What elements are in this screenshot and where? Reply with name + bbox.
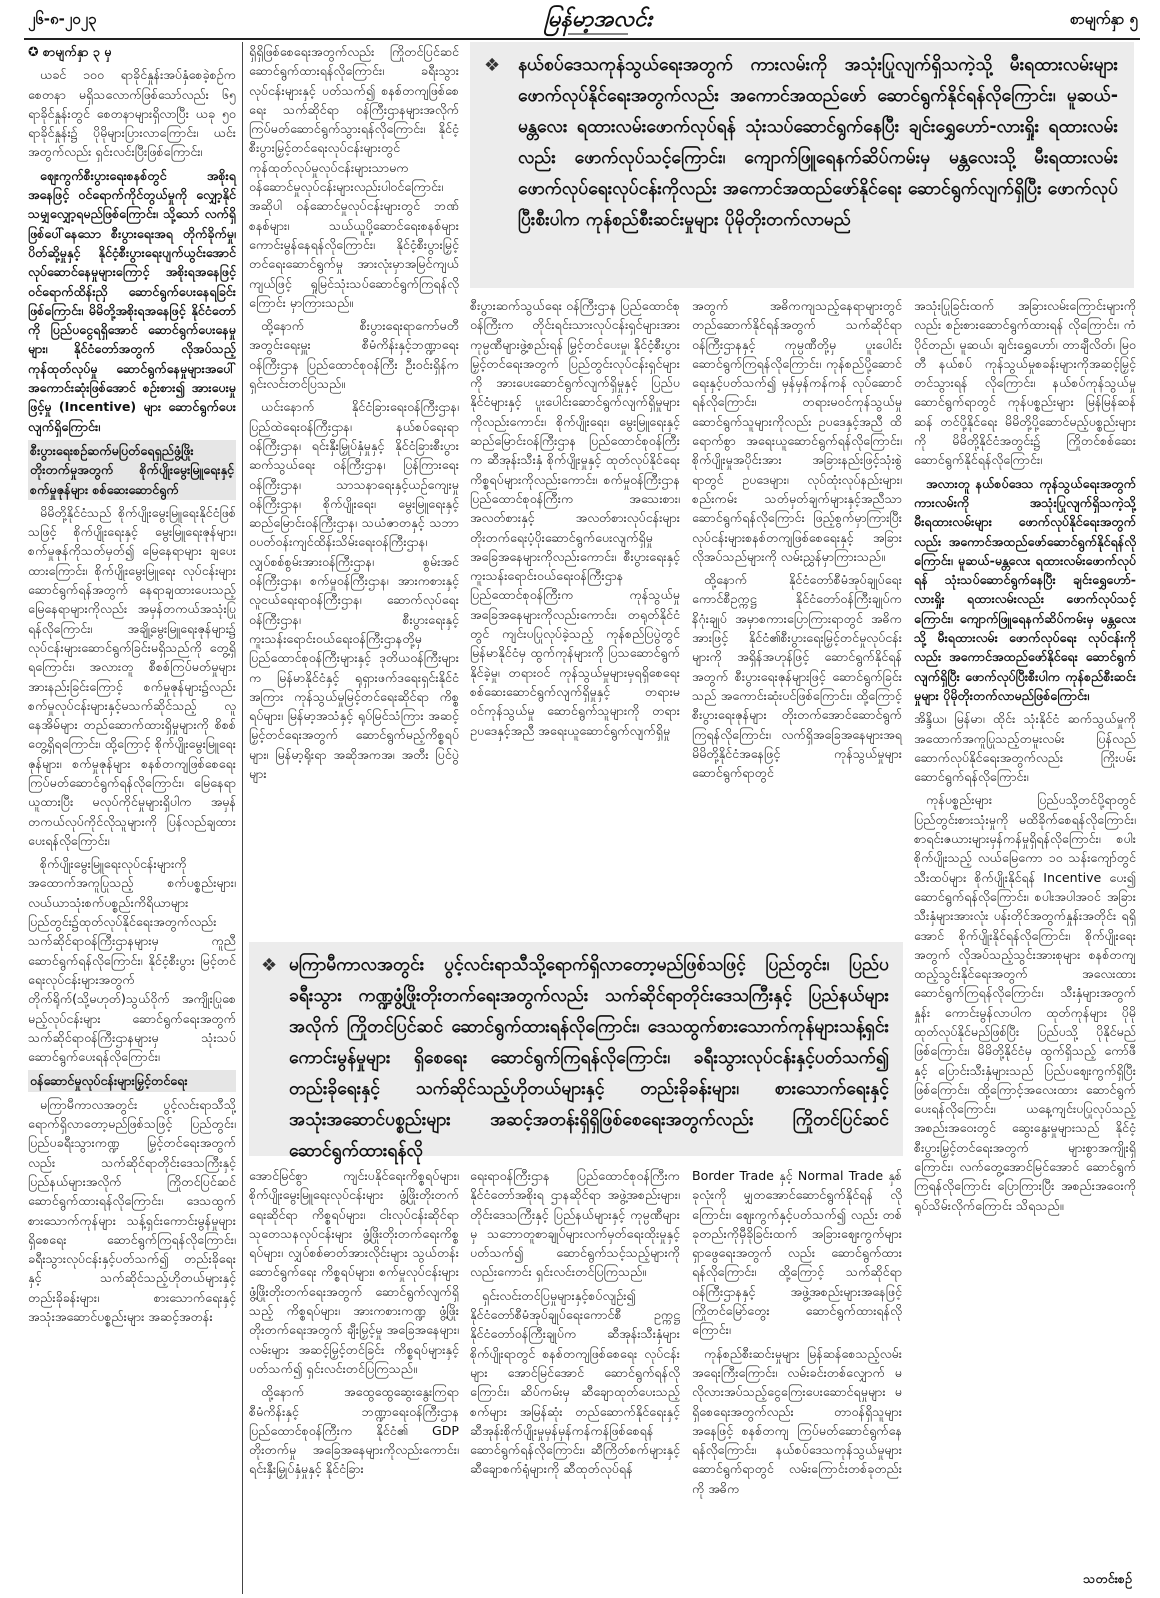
col2b-paragraph-1: အောင်မြင်စွာ ကျင်းပနိုင်ရေးကိစ္စရပ်များ၊ စိုက်ပျိုးမွေးမြူရေးလုပ်ငန်းများ ဖွံ့ဖြိုးတိုးတက်ရေးဆိုင်ရာ ကိစ္စရပ်များ၊ ငါးလုပ်ငန်းဆိုင်ရာ သုတေသနလုပ်ငန်းများ ဖွံ့ဖြိုးတိုးတက်ရေးကိစ္စရပ်များ၊ လျှပ်စစ်ဓာတ်အားလိုင်းများ သွယ်တန်းဆောင်ရွက်ရေး ကိစ္စရပ်များ၊ စက်မှုလုပ်ငန်းများ ဖွံ့ဖြိုးတိုးတက်ရေးအတွက် ဆောင်ရွက်လျက်ရှိသည့် ကိစ္စရပ်များ၊ အားကစားကဏ္ဍ ဖွံ့ဖြိုးတိုးတက်ရေးအတွက် ချီးမြှင့်မှု အခြေအနေများ၊ လမ်းများ အဆင့်မြှင့်တင်ခြင်း ကိစ္စရပ်များနှင့် ပတ်သက်၍ ရှင်းလင်းတင်ပြကြသည်။: [249, 1168, 459, 1376]
col4-paragraph-2: ထို့နောက် နိုင်ငံတော်စီမံအုပ်ချုပ်ရေးကောင်စီဥက္ကဋ္ဌ နိုင်ငံတော်ဝန်ကြီးချုပ်က နိဂုံးချုပ် အမှာစကားပြောကြားရာတွင် အဓိကအားဖြင့် နိုင်ငံ၏စီးပွားရေးမြှင့်တင်မှုလုပ်ငန်းများကို အရှိန်အဟုန်ဖြင့် ဆောင်ရွက်နိုင်ရန်အတွက် စီးပွားရေးဇုန်များဖြင့် ဆောင်ရွက်ခြင်းသည် အကောင်းဆုံးပင်ဖြစ်ကြောင်း၊ ထို့ကြောင့် စီးပွားရေးဇုန်များ တိုးတက်အောင်ဆောင်ရွက်ကြရန်လိုကြောင်း၊ လက်ရှိအခြေအနေများအရ မိမိတို့နိုင်ငံအနေဖြင့် ကုန်သွယ်မှုများ ဆောင်ရွက်ရာတွင်: [692, 572, 902, 781]
col5-paragraph-1b: အလားတူ နယ်စပ်ဒေသ ကုန်သွယ်ရေးအတွက် ကားလမ်းကို အသုံးပြုလျက်ရှိသကဲ့သို့ မီးရထားလမ်းများ ဖောက်လုပ်နိုင်ရေးအတွက်လည်း အကောင်အထည်ဖော်ဆောင်ရွက်နိုင်ရန်လိုကြောင်း၊ မူဆယ်-မန္တလေး ရထားလမ်းဖောက်လုပ်ရန် သုံးသပ်ဆောင်ရွက်နေပြီး ချင်းရွှေဟော်-လားရှိုး ရထားလမ်းလည်း ဖောက်လုပ်သင့်ကြောင်း၊ ကျောက်ဖြူရေနက်ဆိပ်ကမ်းမှ မန္တလေးသို့ မီးရထားလမ်း ဖောက်လုပ်ရေး လုပ်ငန်းကိုလည်း အကောင်အထည်ဖော်နိုင်ရေး ဆောင်ရွက်လျက်ရှိပြီး ဖောက်လုပ်ပြီးစီးပါက ကုန်စည်စီးဆင်းမှုများ ပိုမိုတိုးတက်လာမည်ဖြစ်ကြောင်း၊: [914, 475, 1136, 703]
column-4-top: [692, 296, 902, 936]
col5-paragraph-1: အသုံးပြုခြင်းထက် အခြားလမ်းကြောင်းများကိုလည်း စဉ်းစားဆောင်ရွက်ထားရန် လိုကြောင်း၊ ကံပိုင်တည်၊ မူဆယ်၊ ချင်းရွှေဟော်၊ တာချီလိတ်၊ မြဝတီ နယ်စပ် ကုန်သွယ်မှုစခန်းများကိုအဆင့်မြှင့်တင်သွားရန် လိုကြောင်း၊ နယ်စပ်ကုန်သွယ်မှု ဆောင်ရွက်ရာတွင် ကုန်ပစ္စည်းများ မြန်မြန်ဆန်ဆန် တင်ပို့နိုင်ရေး မိမိတို့ပို့ဆောင်မည့်ပစ္စည်းများကို မိမိတို့နိုင်ငံအတွင်း၌ ကြိုတင်စစ်ဆေးဆောင်ရွက်နိုင်ရန်လိုကြောင်း၊: [914, 298, 1136, 468]
col1-paragraph-2: မိမိတို့နိုင်ငံသည် စိုက်ပျိုးမွေးမြူရေးနိုင်ငံဖြစ်သဖြင့် စိုက်ပျိုးရေးနှင့် မွေးမြူရေးဇုန်များ၊ စက်မှုဇုန်ကိုသတ်မှတ်၍ မြေနေရာများ ချပေးထားကြောင်း၊ စိုက်ပျိုးမွေးမြူရေး လုပ်ငန်းများ ဆောင်ရွက်ရန်အတွက် နေရာချထားပေးသည့် မြေနေရာများကိုလည်း အမှန်တကယ်အသုံးပြုရန်လိုကြောင်း၊ အချို့မွေးမြူရေးဇုန်များ၌ လုပ်ငန်းများဆောင်ရွက်ခြင်းမရှိသည်ကို တွေ့ရှိရကြောင်း၊ အလားတူ စီစစ်ကြပ်မတ်မှုများ အားနည်းခြင်းကြောင့် စက်မှုဇုန်များ၌လည်း စက်မှုလုပ်ငန်းများနှင့်မသက်ဆိုင်သည့် လူနေအိမ်များ တည်ဆောက်ထားရှိမှုများကို စိစစ်တွေ့ရှိရကြောင်း၊ ထို့ကြောင့် စိုက်ပျိုးမွေးမြူရေးဇုန်များ၊ စက်မှုဇုန်များ စနစ်တကျဖြစ်စေရေး ကြပ်မတ်ဆောင်ရွက်ရန်လိုကြောင်း၊ မြေနေရာယူထားပြီး မလုပ်ကိုင်မှုများရှိပါက အမှန်တကယ်လုပ်ကိုင်လိုသူများကို ပြန်လည်ချထားပေးရန်လိုကြောင်း၊: [28, 504, 236, 848]
column-divider: [242, 42, 243, 1594]
masthead-logo-text: မြန်မာ့အလင်း: [544, 6, 652, 32]
col1-paragraph-4: မကြာမီကာလအတွင်း ပွင့်လင်းရာသီသို့ ရောက်ရှိလာတော့မည်ဖြစ်သဖြင့် ပြည်တွင်း၊ ပြည်ပခရီးသွားကဏ္ဍ မြှင့်တင်ရေးအတွက်လည်း သက်ဆိုင်ရာတိုင်းဒေသကြီးနှင့် ပြည်နယ်များအလိုက် ကြိုတင်ပြင်ဆင်ဆောင်ရွက်ထားရန်လိုကြောင်း၊ ဒေသထွက် စားသောက်ကုန်များ သန့်ရှင်းကောင်းမွန်မှုများရှိစေရေး ဆောင်ရွက်ကြရန်လိုကြောင်း၊ ခရီးသွားလုပ်ငန်းနှင့်ပတ်သက်၍ တည်းခိုရေးနှင့် သက်ဆိုင်သည့်ဟိုတယ်များနှင့် တည်းခိုခန်းများ၊ စားသောက်ရေးနှင့် အသုံးအဆောင်ပစ္စည်းများ အဆင့်အတန်း: [28, 1096, 236, 1324]
column-2-bottom: [249, 1166, 459, 1594]
masthead-logo: [508, 4, 688, 38]
col1-paragraph-1b: ဈေးကွက်စီးပွားရေးစနစ်တွင် အစိုးရအနေဖြင့် ဝင်ရောက်ကိုင်တွယ်မှုကို လျှော့နိုင်သမျှလျှော့ရမည်ဖြစ်ကြောင်း၊ သို့သော် လက်ရှိဖြစ်ပေါ်နေသော စီးပွားရေးအရ တိုက်ခိုက်မှု၊ ပိတ်ဆို့မှုနှင့် နိုင်ငံ့စီးပွားရေးပျက်ယွင်းအောင် လုပ်ဆောင်နေမှုများကြောင့် အစိုးရအနေဖြင့် ဝင်ရောက်ထိန်းညှိ ဆောင်ရွက်ပေးနေရခြင်းဖြစ်ကြောင်း၊ မိမိတို့အစိုးရအနေဖြင့် နိုင်ငံတော်ကို ပြည်ပငွေရရှိအောင် ဆောင်ရွက်ပေးနေမှုများ၊ နိုင်ငံတော်အတွက် လိုအပ်သည့်ကုန်ထုတ်လုပ်မှု ဆောင်ရွက်နေမှုများအပေါ် အကောင်းဆုံးဖြစ်အောင် စဉ်းစား၍ အားပေးမှုဖြင့်မှု (Incentive) များ ဆောင်ရွက်ပေးလျက်ရှိကြောင်း၊: [28, 167, 236, 434]
subheading-agriculture: စီးပွားရေးစဉ်ဆက်မပြတ်ရေရှည်ဖွံ့ဖြိုးတိုးတက်မှုအတွက် စိုက်ပျိုးမွေးမြူရေးနှင့် စက်မှုဇုန်များ စစ်ဆေးဆောင်ရွက်: [28, 440, 236, 500]
highlight-tourism-text: မကြာမီကာလအတွင်း ပွင့်လင်းရာသီသို့ရောက်ရှိလာတော့မည်ဖြစ်သဖြင့် ပြည်တွင်း၊ ပြည်ပခရီးသွား ကဏ္ဍဖွံ့ဖြိုးတိုးတက်ရေးအတွက်လည်း သက်ဆိုင်ရာတိုင်းဒေသကြီးနှင့် ပြည်နယ်များအလိုက် ကြိုတင်ပြင်ဆင် ဆောင်ရွက်ထားရန်လိုကြောင်း၊ ဒေသထွက်စားသောက်ကုန်များသန့်ရှင်းကောင်းမွန်မှုများ ရှိစေရေး ဆောင်ရွက်ကြရန်လိုကြောင်း၊ ခရီးသွားလုပ်ငန်းနှင့်ပတ်သက်၍ တည်းခိုရေးနှင့် သက်ဆိုင်သည့်ဟိုတယ်များနှင့် တည်းခိုခန်းများ၊ စားသောက်ရေးနှင့် အသုံးအဆောင်ပစ္စည်းများ အဆင့်အတန်းရှိရှိဖြစ်စေရေးအတွက်လည်း ကြိုတင်ပြင်ဆင် ဆောင်ရွက်ထားရန်လို: [289, 955, 889, 1161]
column-1: [28, 42, 236, 1594]
col1-paragraph-3: စိုက်ပျိုးမွေးမြူရေးလုပ်ငန်းများကို အထောက်အကူပြုသည့် စက်ပစ္စည်းများ၊ လယ်ယာသုံးစက်ပစ္စည်းကိရိယာများ ပြည်တွင်း၌ထုတ်လုပ်နိုင်ရေးအတွက်လည်း သက်ဆိုင်ရာဝန်ကြီးဌာနများမှ ကူညီဆောင်ရွက်ရန်လိုကြောင်း၊ နိုင်ငံ့စီးပွား မြင့်တင်ရေးလုပ်ငန်းများအတွက် တိုက်ရိုက်(သို့မဟုတ်)သွယ်ဝိုက် အကျိုးပြုစေမည့်လုပ်ငန်းများ ဆောင်ရွက်ရေးအတွက် သက်ဆိုင်ရာဝန်ကြီးဌာနများမှ သုံးသပ်ဆောင်ရွက်ပေးရန်လိုကြောင်း၊: [28, 856, 236, 1065]
page-number: စာမျက်နှာ ၅: [1070, 10, 1138, 28]
col2-paragraph-1: ရှိရှိဖြစ်စေရေးအတွက်လည်း ကြိုတင်ပြင်ဆင် ဆောင်ရွက်ထားရန်လိုကြောင်း၊ ခရီးသွားလုပ်ငန်းများနှင့် ပတ်သက်၍ စနစ်တကျဖြစ်စေရေး သက်ဆိုင်ရာ ဝန်ကြီးဌာနများအလိုက် ကြပ်မတ်ဆောင်ရွက်သွားရန်လိုကြောင်း၊ နိုင်ငံ့စီးပွားမြှင့်တင်ရေးလုပ်ငန်းများတွင် ကုန်ထုတ်လုပ်မှုလုပ်ငန်းများသာမက ဝန်ဆောင်မှုလုပ်ငန်းများလည်းပါဝင်ကြောင်း၊ အဆိုပါ ဝန်ဆောင်မှုလုပ်ငန်းများတွင် ဘဏ်စနစ်များ၊ သယ်ယူပို့ဆောင်ရေးစနစ်များ ကောင်းမွန်နေရန်လိုကြောင်း၊ နိုင်ငံ့စီးပွားမြှင့်တင်ရေးဆောင်ရွက်မှု အားလုံးမှာအမြင်ကျယ်ကျယ်ဖြင့် ရှုမြင်သုံးသပ်ဆောင်ရွက်ကြရန်လိုကြောင်း မှာကြားသည်။: [249, 44, 459, 310]
issue-date: ၂၆-၈-၂၀၂၃: [28, 10, 97, 28]
column-2-top: [249, 42, 459, 781]
highlight-box-railways: [470, 42, 1134, 288]
header-rule: [24, 38, 1140, 40]
col4b-paragraph-2: ကုန်စည်စီးဆင်းမှုများ မြန်ဆန်စေသည့်လမ်း အရေးကြီးကြောင်း၊ လမ်းခင်းတစ်လျှောက် မလိုလားအပ်သည့်ငွေကြေးပေးဆောင်ရမှုများ မရှိစေရေးအတွက်လည်း တာဝန်ရှိသူများအနေဖြင့် စနစ်တကျ ကြပ်မတ်ဆောင်ရွက်နေရန်လိုကြောင်း၊ နယ်စပ်ဒေသကုန်သွယ်မှုများ ဆောင်ရွက်ရာတွင် လမ်းကြောင်းတစ်ခုတည်းကို အဓိက: [692, 1345, 902, 1496]
col3b-paragraph-2: ရှင်းလင်းတင်ပြမှုများနှင့်စပ်လျဉ်း၍ နိုင်ငံတော်စီမံအုပ်ချုပ်ရေးကောင်စီ ဥက္ကဋ္ဌ နိုင်ငံတော်ဝန်ကြီးချုပ်က ဆီအုန်းသီးနှံများစိုက်ပျိုးရာတွင် စနစ်တကျဖြစ်စေရေး လုပ်ငန်းများ အောင်မြင်အောင် ဆောင်ရွက်ရန်လိုကြောင်း၊ ဆိပ်ကမ်းမှ ဆီချောထုတ်ပေးသည့်စက်များ အမြန်ဆုံး တည်ဆောက်နိုင်ရေးနှင့် ဆီအုန်းစိုက်ပျိုးမှုမှန်မှန်ကန်ကန်ဖြစ်စေရန် ဆောင်ရွက်ရန်လိုကြောင်း၊ ဆီကြိတ်စက်များနှင့် ဆီချောစက်ရုံများကို ဆီထုတ်လုပ်ရန်: [470, 1287, 680, 1477]
col2b-paragraph-2: ထို့နောက် အထွေထွေဆွေးနွေးကြရာ စီမံကိန်းနှင့် ဘဏ္ဍာရေးဝန်ကြီးဌာန ပြည်ထောင်စုဝန်ကြီးက နိုင်ငံ၏ GDP တိုးတက်မှု အခြေအနေများကိုလည်းကောင်း၊ ရင်းနှီးမြှုပ်နှံမှုနှင့် နိုင်ငံခြား: [249, 1384, 459, 1477]
highlight-box-tourism: [249, 942, 903, 1161]
col3-paragraph-1: စီးပွားဆက်သွယ်ရေး ဝန်ကြီးဌာန ပြည်ထောင်စုဝန်ကြီးက တိုင်းရင်းသားလုပ်ငန်းရှင်များအား ကုမ္ပဏီများဖွဲ့စည်းရန် မြှင့်တင်ပေးမှု၊ နိုင်ငံ့စီးပွားမြှင့်တင်ရေးအတွက် ပြည်တွင်းလုပ်ငန်းရှင်များကို အားပေးဆောင်ရွက်လျက်ရှိမှုနှင့် ပြည်ပနိုင်ငံများနှင့် ပူးပေါင်းဆောင်ရွက်လျက်ရှိမှုများကိုလည်းကောင်း၊ စိုက်ပျိုးရေး၊ မွေးမြူရေးနှင့် ဆည်မြောင်းဝန်ကြီးဌာန ပြည်ထောင်စုဝန်ကြီးက ဆီအုန်းသီးနှံ စိုက်ပျိုးမှုနှင့် ထုတ်လုပ်နိုင်ရေးကိစ္စရပ်များကိုလည်းကောင်း၊ စက်မှုဝန်ကြီးဌာန ပြည်ထောင်စုဝန်ကြီးက အသေးစား၊ အလတ်စားနှင့် အလတ်စားလုပ်ငန်းများ တိုးတက်ရေးပံ့ပိုးဆောင်ရွက်ပေးလျက်ရှိမှု အခြေအနေများကိုလည်းကောင်း၊ စီးပွားရေးနှင့် ကူးသန်းရောင်းဝယ်ရေးဝန်ကြီးဌာန ပြည်ထောင်စုဝန်ကြီးက ကုန်သွယ်မှု အခြေအနေများကိုလည်းကောင်း၊ တရုတ်နိုင်ငံတွင် ကျင်းပပြုလုပ်ခဲ့သည့် ကုန်စည်ပြပွဲတွင် မြန်မာနိုင်ငံမှ ထွက်ကုန်များကို ပြသဆောင်ရွက်နိုင်ခဲ့မှု၊ တရားဝင် ကုန်သွယ်မှုများမှရရှိစေရေး စစ်ဆေးဆောင်ရွက်လျက်ရှိမှုနှင့် တရားမဝင်ကုန်သွယ်မှု ဆောင်ရွက်သူများကို တရားဥပဒေနှင့်အညီ အရေးယူဆောင်ရွက်လျက်ရှိမှု: [470, 298, 680, 738]
highlight-railways-text: နယ်စပ်ဒေသကုန်သွယ်ရေးအတွက် ကားလမ်းကို အသုံးပြုလျက်ရှိသကဲ့သို့ မီးရထားလမ်းများ ဖောက်လုပ်နိုင်ရေးအတွက်လည်း အကောင်အထည်ဖော် ဆောင်ရွက်နိုင်ရန်လိုကြောင်း၊ မူဆယ်-မန္တလေး ရထားလမ်းဖောက်လုပ်ရန် သုံးသပ်ဆောင်ရွက်နေပြီး ချင်းရွှေဟော်-လားရှိုး ရထားလမ်းလည်း ဖောက်လုပ်သင့်ကြောင်း၊ ကျောက်ဖြူရေနက်ဆိပ်ကမ်းမှ မန္တလေးသို့ မီးရထားလမ်းဖောက်လုပ်ရေးလုပ်ငန်းကိုလည်း အကောင်အထည်ဖော်နိုင်ရေး ဆောင်ရွက်လျက်ရှိပြီး ဖောက်လုပ်ပြီးစီးပါက ကုန်စည်စီးဆင်းမှုများ ပိုမိုတိုးတက်လာမည်: [518, 55, 1118, 230]
col5-paragraph-2: ကုန်ပစ္စည်းများ ပြည်ပသို့တင်ပို့ရာတွင် ပြည်တွင်းစားသုံးမှုကို မထိခိုက်စေရန်လိုကြောင်း၊ စာရင်းဇယားများမှန်ကန်မှုရှိရန်လိုကြောင်း၊ စပါးစိုက်ပျိုးသည့် လယ်မြေကော ၁ဝ သန်းကျော်တွင် သီးထပ်များ စိုက်ပျိုးနိုင်ရန် Incentive ပေး၍ ဆောင်ရွက်ရန်လိုကြောင်း၊ စပါးအပါအဝင် အခြားသီးနှံများအားလုံး ပန်းတိုင်အတွက်နှုန်းအတိုင်း ရရှိအောင် စိုက်ပျိုးနိုင်ရန်လိုကြောင်း၊ စိုက်ပျိုးရေးအတွက် လိုအပ်သည့်သွင်းအားစုများ စနစ်တကျ ထည့်သွင်းနိုင်ရေးအတွက် အလေးထား ဆောင်ရွက်ကြရန်လိုကြောင်း၊ သီးနှံများအတွက်နှုန်း ကောင်းမွန်လာပါက ထုတ်ကုန်များ ပိုမိုထုတ်လုပ်နိုင်မည်ဖြစ်ပြီး ပြည်ပသို့ ပိုနိုင်မည်ဖြစ်ကြောင်း၊ မိမိတို့နိုင်ငံမှ ထွက်ရှိသည့် ကော်ဖီနှင့် ပြောင်းသီးနှံများသည် ပြည်ပဈေးကွက်ရှိပြီးဖြစ်ကြောင်း၊ ထို့ကြောင့်အလေးထား ဆောင်ရွက်ပေးရန်လိုကြောင်း၊ ယနေ့ကျင်းပပြုလုပ်သည့် အစည်းအဝေးတွင် ဆွေးနွေးမှုများသည် နိုင်ငံ့စီးပွားမြှင့်တင်ရေးအတွက် များစွာအကျိုးရှိကြောင်း၊ လက်တွေ့အောင်မြင်အောင် ဆောင်ရွက်ကြရန်လိုကြောင်း ပြောကြားပြီး အစည်းအဝေးကို ရုပ်သိမ်းလိုက်ကြောင်း သိရသည်။: [914, 792, 1136, 1213]
page-header: [28, 4, 1138, 38]
col3b-paragraph-1: ရေးရာဝန်ကြီးဌာန ပြည်ထောင်စုဝန်ကြီးက နိုင်ငံတော်အစိုးရ ဌာနဆိုင်ရာ အဖွဲ့အစည်းများ၊ တိုင်းဒေသကြီးနှင့် ပြည်နယ်များနှင့် ကုမ္ပဏီများမှ သဘောတူစာချုပ်များလက်မှတ်ရေးထိုးမှုနှင့် ပတ်သက်၍ ဆောင်ရွက်သင့်သည့်များကိုလည်းကောင်း ရှင်းလင်းတင်ပြကြသည်။: [470, 1168, 680, 1280]
col5-paragraph-1c: အိန္ဒိယ၊ မြန်မာ၊ ထိုင်း သုံးနိုင်ငံ ဆက်သွယ်မှုကို အထောက်အကူပြုသည့်တမူးလမ်း ပြန်လည်ဆောက်လုပ်နိုင်ရေးအတွက်လည်း ကြိုးပမ်းဆောင်ရွက်ရန်လိုကြောင်း၊: [914, 711, 1136, 785]
byline-signature: သတင်းစဉ်: [1083, 1571, 1132, 1586]
col4-paragraph-1: အတွက် အဓိကကျသည့်နေရာများတွင် တည်ဆောက်နိုင်ရန်အတွက် သက်ဆိုင်ရာဝန်ကြီးဌာနနှင့် ကုမ္ပဏီတို့မှ ပူးပေါင်းဆောင်ရွက်ကြရန်လိုကြောင်း၊ ကုန်စည်ပို့ဆောင်ရေးနှင့်ပတ်သက်၍ မှန်မှန်ကန်ကန် လုပ်ဆောင်ရန်လိုကြောင်း၊ တရားမဝင်ကုန်သွယ်မှု ဆောင်ရွက်သူများကိုလည်း ဥပဒေနှင့်အညီ ထိရောက်စွာ အရေးယူဆောင်ရွက်ရန်လိုကြောင်း၊ စိုက်ပျိုးမှုအပိုင်းအား အခြားနည်းဖြင့်သုံးစွဲရာတွင် ဥပဒေများ၊ လုပ်ထုံးလုပ်နည်းများ၊ စည်းကမ်း သတ်မှတ်ချက်များနှင့်အညီသာ ဆောင်ရွက်ရန်လိုကြောင်း ဖြည့်စွက်မှာကြားပြီး လုပ်ငန်းများစနစ်တကျဖြစ်စေရေးနှင့် အခြားလိုအပ်သည်များကို လမ်းညွှန်မှာကြားသည်။: [692, 298, 902, 564]
continued-from: ✪ စာမျက်နှာ ၃ မှ: [28, 44, 112, 59]
diamond-bullet-icon: ❖: [484, 55, 501, 76]
col2-paragraph-2: ထို့နောက် စီးပွားရေးရာကော်မတီ အတွင်းရေးမှူး စီမံကိန်းနှင့်ဘဏ္ဍာရေးဝန်ကြီးဌာန ပြည်ထောင်စုဝန်ကြီး ဦးဝင်းရှိန်က ရှင်းလင်းတင်ပြသည်။: [249, 318, 459, 392]
column-3-bottom: [470, 1166, 680, 1594]
column-4-bottom: [692, 1166, 902, 1594]
column-5: [914, 296, 1136, 1564]
diamond-bullet-icon: ❖: [261, 955, 278, 976]
col4b-paragraph-1: Border Trade နှင့် Normal Trade နှစ်ခုလုံးကို မျှတအောင်ဆောင်ရွက်နိုင်ရန် လိုကြောင်း၊ ဈေးကွက်နှင့်ပတ်သက်၍ လည်း တစ်ခုတည်းကိုမှီခိုခြင်းထက် အခြားဈေးကွက်များ ရှာဖွေရေးအတွက် လည်း ဆောင်ရွက်ထားရန်လိုကြောင်း၊ ထို့ကြောင့် သက်ဆိုင်ရာဝန်ကြီးဌာနနှင့် အဖွဲ့အစည်းများအနေဖြင့် ကြိုတင်မြော်တွေး ဆောင်ရွက်ထားရန်လိုကြောင်း၊: [692, 1168, 902, 1338]
col2-paragraph-3: ယင်းနောက် နိုင်ငံခြားရေးဝန်ကြီးဌာန၊ ပြည်ထဲရေးဝန်ကြီးဌာန၊ နယ်စပ်ရေးရာဝန်ကြီးဌာန၊ ရင်းနှီးမြှုပ်နှံမှုနှင့် နိုင်ငံခြားစီးပွားဆက်သွယ်ရေး ဝန်ကြီးဌာန၊ ပြန်ကြားရေးဝန်ကြီးဌာန၊ သာသနာရေးနှင့်ယဉ်ကျေးမှုဝန်ကြီးဌာန၊ စိုက်ပျိုးရေး၊ မွေးမြူရေးနှင့် ဆည်မြောင်းဝန်ကြီးဌာန၊ သယံဇာတနှင့် သဘာဝပတ်ဝန်းကျင်ထိန်းသိမ်းရေးဝန်ကြီးဌာန၊ လျှပ်စစ်စွမ်းအားဝန်ကြီးဌာန၊ စွမ်းအင်ဝန်ကြီးဌာန၊ စက်မှုဝန်ကြီးဌာန၊ အားကစားနှင့်လူငယ်ရေးရာဝန်ကြီးဌာန၊ ဆောက်လုပ်ရေးဝန်ကြီးဌာန၊ စီးပွားရေးနှင့် ကူးသန်းရောင်းဝယ်ရေးဝန်ကြီးဌာနတို့မှ ပြည်ထောင်စုဝန်ကြီးများနှင့် ဒုတိယဝန်ကြီးများက မြန်မာနိုင်ငံနှင့် ရုရှားဖက်ဒရေးရှင်းနိုင်ငံအကြား ကုန်သွယ်မှုမြင့်တင်ရေးဆိုင်ရာ ကိစ္စရပ်များ၊ မြန်မာ့အသံနှင့် ရုပ်မြင်သံကြား အဆင့်မြှင့်တင်ရေးအတွက် ဆောင်ရွက်မည့်ကိစ္စရပ်များ၊ မြန်မာ့ရိုးရာ အဆိုအကအ၊ အတီး ပြင်ပွဲများ: [249, 399, 459, 781]
subheading-services: ဝန်ဆောင်မှုလုပ်ငန်းများမြှင့်တင်ရေး: [28, 1070, 236, 1091]
column-3-top: [470, 296, 680, 936]
col1-paragraph-1: ယခင် ၁၀၀ ရာခိုင်နှုန်းအပ်နှံစေခဲ့စဉ်က စေတနာ မရှိသလောက်ဖြစ်သော်လည်း ၆၅ ရာခိုင်နှုန်းတွင် စေတနာများရှိလာပြီး ယခု ၅၀ ရာခိုင်နှုန်း၌ ပိုမိုများပြားလာကြောင်း၊ ယင်းအတွက်လည်း ရှင်းလင်းပြီးဖြစ်ကြောင်း၊: [28, 67, 236, 160]
